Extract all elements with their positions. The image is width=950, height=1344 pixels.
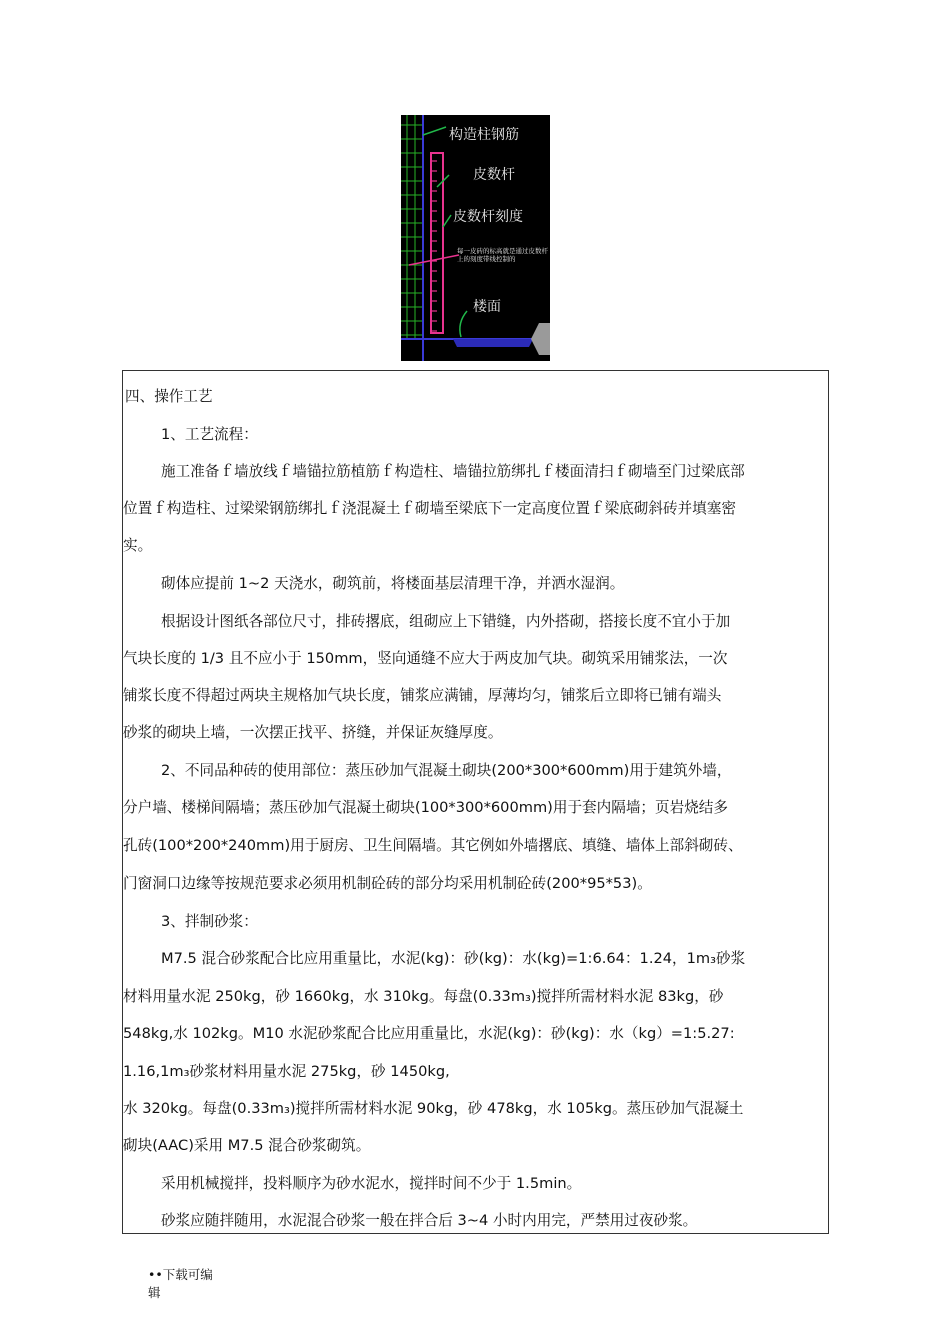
label-floor: 楼面 [473,299,501,315]
layout-line-4: 砂浆的砌块上墙，一次摆正找平、挤缝，并保证灰缝厚度。 [123,724,503,741]
footer-line-1: ••下载可编 [148,1267,213,1282]
mortar-line-6: 砌块(AAC)采用 M7.5 混合砂浆砌筑。 [123,1137,371,1154]
flow-line-1: 施工准备ｆ墙放线ｆ墙锚拉筋植筋ｆ构造柱、墙锚拉筋绑扎ｆ楼面清扫ｆ砌墙至门过梁底部 [161,463,745,480]
flow-line-3: 实。 [123,537,153,554]
floor-slab [453,339,533,347]
footer-line-2: 辑 [148,1285,161,1300]
label-rebar: 构造柱钢筋 [449,127,519,143]
pointer-floor [460,311,467,337]
label-rod: 皮数杆 [473,167,515,183]
brick-line-3: 孔砖(100*200*240mm)用于厨房、卫生间隔墙。其它例如外墙撂底、填缝、墙体上部斜砌砖、 [123,837,743,854]
flow-line-2: 位置ｆ构造柱、过梁梁钢筋绑扎ｆ浇混凝土ｆ砌墙至梁底下一定高度位置ｆ梁底砌斜砖并填塞密 [123,500,736,517]
mortar-line-3: 548kg,水 102kg。M10 水泥砂浆配合比应用重量比，水泥(kg)：砂(kg)：水（kg）=1:5.27: [123,1025,735,1042]
brick-line-4: 门窗洞口边缘等按规范要求必须用机制砼砖的部分均采用机制砼砖(200*95*53)。 [123,875,652,892]
mortar-line-4: 1.16,1m₃砂浆材料用量水泥 275kg，砂 1450kg, [123,1063,450,1080]
brick-grid [401,115,423,339]
mortar-line-5: 水 320kg。每盘(0.33m₃)搅拌所需材料水泥 90kg，砂 478kg，水 105kg。蒸压砂加气混凝土 [123,1100,744,1117]
label-rod-scale: 皮数杆刻度 [453,209,523,225]
scroll-arrow-icon [531,323,550,355]
subheading-mortar: 3、拌制砂浆： [161,913,258,930]
mortar-line-1: M7.5 混合砂浆配合比应用重量比，水泥(kg)：砂(kg)：水(kg)=1:6.64：1.24，1m₃砂浆 [161,950,746,967]
construction-diagram [401,115,550,361]
brick-line-2: 分户墙、楼梯间隔墙；蒸压砂加气混凝土砌块(100*300*600mm)用于套内隔墙；页岩烧结多 [123,799,728,816]
footer-note [148,1266,213,1302]
layout-line-1: 根据设计图纸各部位尺寸，排砖撂底，组砌应上下错缝，内外搭砌，搭接长度不宜小于加 [161,613,731,630]
layout-line-2: 气块长度的 1/3 且不应小于 150mm，竖向通缝不应大于两皮加气块。砌筑采用铺浆法，一次 [123,650,728,667]
brick-line-1: 2、不同品种砖的使用部位：蒸压砂加气混凝土砌块(200*300*600mm)用于建筑外墙， [161,762,732,779]
pointer-elevation [409,255,459,265]
paragraph-watering: 砌体应提前 1~2 天浇水，砌筑前，将楼面基层清理干净，并洒水湿润。 [161,575,625,592]
grade-rod [431,153,443,333]
content-table-cell [122,370,829,1234]
paragraph-mixing: 采用机械搅拌，投料顺序为砂水泥水，搅拌时间不少于 1.5min。 [161,1175,582,1192]
layout-line-3: 铺浆长度不得超过两块主规格加气块长度，铺浆应满铺，厚薄均匀，铺浆后立即将已铺有端头 [123,687,722,704]
mortar-line-2: 材料用量水泥 250kg，砂 1660kg，水 310kg。每盘(0.33m₃)搅拌所需材料水泥 83kg，砂 [123,988,724,1005]
paragraph-usage: 砂浆应随拌随用，水泥混合砂浆一般在拌合后 3~4 小时内用完，严禁用过夜砂浆。 [161,1212,698,1229]
pointer-tick [443,215,451,227]
label-note-wrap [457,247,550,283]
section-title: 四、操作工艺 [125,388,213,405]
diagram-svg [401,115,550,361]
pointer-rebar [423,127,446,135]
label-note: 每一皮砖的标高就是通过皮数杆上的刻度带线控制的 [457,247,548,263]
subheading-process: 1、工艺流程： [161,426,258,443]
